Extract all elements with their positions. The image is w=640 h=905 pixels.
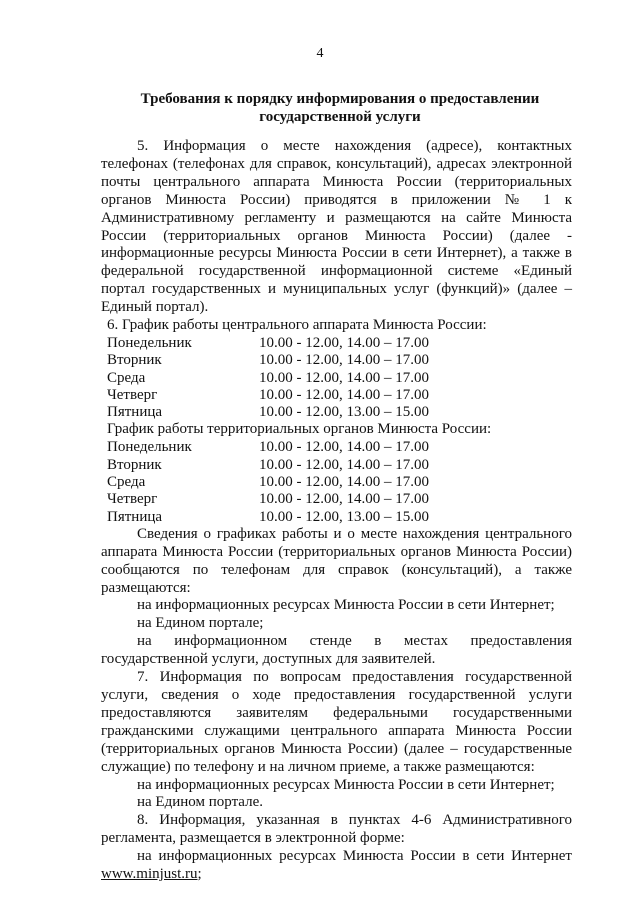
schedule-item-internet: на информационных ресурсах Минюста России в сети Интернет; (137, 597, 555, 614)
schedule-time: 10.00 - 12.00, 14.00 – 17.00 (259, 352, 429, 369)
schedule-day: Пятница (107, 508, 163, 525)
section-heading-line-2: государственной услуги (259, 109, 421, 125)
paragraph-6-intro: 6. График работы центрального аппарата Минюста России: (107, 317, 487, 334)
paragraph-5: 5. Информация о месте нахождения (адресе), контактных телефонах (телефонах для справок, консультаций), адресах электронной почты центрального аппарата Минюста России (территориальных органов Минюста России) приводятся в приложении № 1 к Административному регламенту и размещаются на сайте Минюста России (территориальных органов Минюста России) (далее - информационные ресурсы Минюста России в сети Интернет), а также в федеральной государственной информационной системе «Единый портал государственных и муниципальных услуг (функций)» (далее – Единый портал). (101, 138, 572, 316)
schedule-item-portal: на Едином портале; (137, 615, 264, 632)
schedule-row (101, 335, 572, 352)
schedule-day: Понедельник (107, 439, 192, 456)
schedule-time: 10.00 - 12.00, 13.00 – 15.00 (259, 404, 429, 421)
schedule-time: 10.00 - 12.00, 14.00 – 17.00 (259, 456, 429, 473)
schedule-territorial (101, 439, 572, 525)
schedule-day: Пятница (107, 404, 163, 421)
page-number: 4 (316, 46, 324, 61)
schedule-day: Четверг (107, 386, 158, 403)
schedule-row (101, 509, 572, 526)
schedule-row (101, 457, 572, 474)
schedule-item-stand: на информационном стенде в местах предоставления государственной услуги, доступных для заявителей. (101, 633, 572, 668)
section-heading (100, 90, 580, 126)
schedule-row (101, 370, 572, 387)
schedule-central (101, 335, 572, 421)
schedule-day: Среда (107, 369, 146, 386)
schedule-time: 10.00 - 12.00, 14.00 – 17.00 (259, 386, 429, 403)
document-body (101, 138, 572, 884)
schedule-day: Вторник (107, 352, 162, 369)
minjust-link[interactable]: www.minjust.ru (101, 866, 198, 883)
schedule-time: 10.00 - 12.00, 14.00 – 17.00 (259, 473, 429, 490)
paragraph-8-item-text: на информационных ресурсах Минюста России в сети Интернет (137, 848, 572, 865)
schedule-time: 10.00 - 12.00, 14.00 – 17.00 (259, 491, 429, 508)
schedule-row (101, 439, 572, 456)
paragraph-7-item-portal: на Едином портале. (137, 794, 263, 811)
schedule-day: Среда (107, 473, 146, 490)
schedule-row (101, 352, 572, 369)
schedule-day: Вторник (107, 456, 162, 473)
schedule-time: 10.00 - 12.00, 13.00 – 15.00 (259, 508, 429, 525)
schedule-territorial-intro: График работы территориальных органов Минюста России: (107, 421, 492, 438)
schedule-row (101, 387, 572, 404)
paragraph-8: 8. Информация, указанная в пунктах 4-6 Административного регламента, размещается в электронной форме: (101, 812, 572, 847)
schedule-row (101, 491, 572, 508)
schedule-time: 10.00 - 12.00, 14.00 – 17.00 (259, 369, 429, 386)
section-heading-line-1: Требования к порядку информирования о предоставлении (140, 91, 540, 107)
schedule-time: 10.00 - 12.00, 14.00 – 17.00 (259, 334, 429, 351)
paragraph-7: 7. Информация по вопросам предоставления государственной услуги, сведения о ходе предоставления государственной услуги предоставляются заявителям федеральными государственными гражданскими служащими центрального аппарата Минюста России (территориальных органов Минюста России) (далее – государственные служащие) по телефону и на личном приеме, а также размещаются: (101, 669, 572, 775)
paragraph-7-item-internet: на информационных ресурсах Минюста России в сети Интернет; (137, 776, 555, 793)
schedule-row (101, 474, 572, 491)
schedule-row (101, 404, 572, 421)
schedule-day: Понедельник (107, 334, 192, 351)
schedule-time: 10.00 - 12.00, 14.00 – 17.00 (259, 439, 429, 456)
paragraph-8-item (101, 848, 572, 884)
schedule-info: Сведения о графиках работы и о месте нахождения центрального аппарата Минюста России (территориальных органов Минюста России) сообщаются по телефонам для справок (консультаций), а также размещаются: (101, 525, 572, 596)
schedule-day: Четверг (107, 491, 158, 508)
paragraph-8-item-suffix: ; (197, 866, 202, 883)
